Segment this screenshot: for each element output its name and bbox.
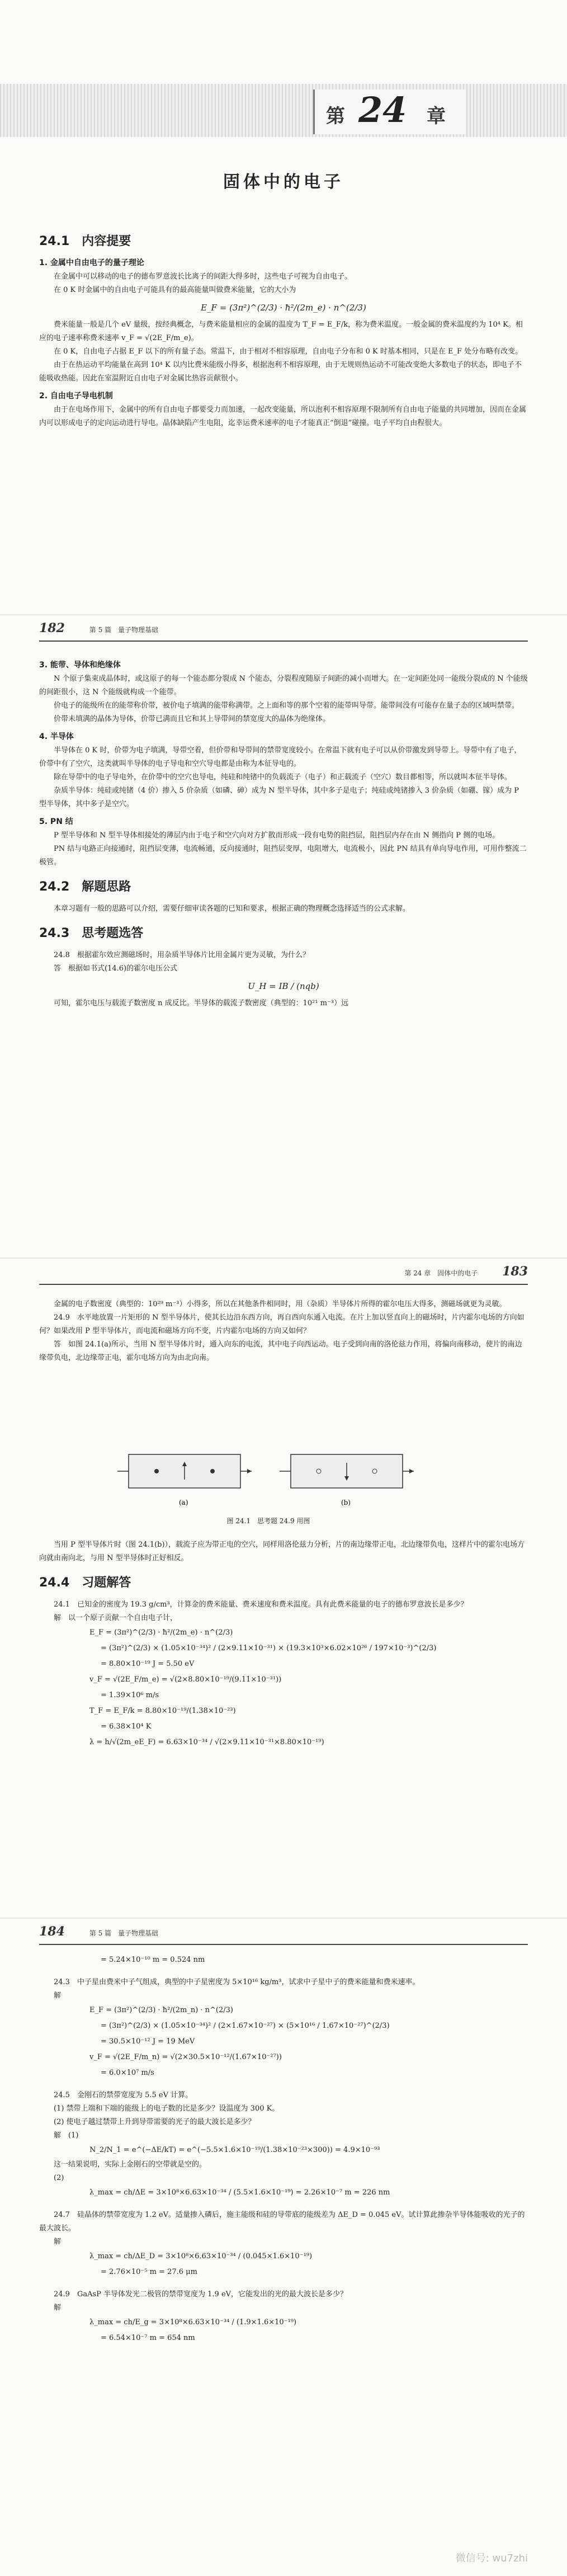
answer: 解 (54, 2238, 62, 2246)
figure-b (280, 1454, 414, 1506)
page-1-content (39, 224, 528, 430)
question: 24.7 硅晶体的禁带宽度为 1.2 eV。适量掺入磷后，施主能级和硅的导带底的能级差为 ΔE_D = 0.045 eV。试计算此掺杂半导体能吸收的光子的最大波长。 (39, 2211, 525, 2233)
figure-drawing (112, 1432, 425, 1510)
question: (1) 禁带上端和下端的能级上的电子数的比是多少？设温度为 300 K。 (54, 2104, 280, 2113)
page-3-content-bottom (39, 1538, 528, 1750)
math-line: = (3π²)^(2/3) × (1.05×10⁻³⁴)² / (2×1.67×10⁻²⁷) × (5×10¹⁶ / 1.67×10⁻²⁷)^(2/3) (101, 2022, 390, 2030)
question: 24.3 中子星由费米中子气组成，典型的中子星密度为 5×10¹⁶ kg/m³，试求中子星中子的费米能量和费米速率。 (54, 1978, 420, 1986)
math-line: = 6.38×10⁴ K (101, 1722, 152, 1731)
header-rule (39, 1944, 528, 1945)
math-line: T_F = E_F/k = 8.80×10⁻¹⁹/(1.38×10⁻²³) (89, 1707, 236, 1715)
math-line: = 6.54×10⁻⁷ m = 654 nm (101, 2334, 195, 2342)
math-line: = (3π²)^(2/3) × (1.05×10⁻³⁴)² / (2×9.11×10⁻³¹) × (19.3×10³×6.02×10²⁶ / 197×10⁻³)^(2/3) (101, 1644, 437, 1652)
page-4-content (39, 1952, 528, 2346)
answer: 解 (54, 2304, 62, 2312)
math-line: λ_max = ch/ΔE = 3×10⁸×6.63×10⁻³⁴ / (5.5×1.6×10⁻¹⁹) = 2.26×10⁻⁷ m = 226 nm (89, 2188, 390, 2197)
subsection-heading: 1. 金属中自由电子的量子理论 (39, 258, 144, 267)
equation: U_H = IB / (nqb) (248, 981, 319, 991)
page-2-content (39, 654, 528, 1010)
question: 24.8 根据霍尔效应测磁场时，用杂质半导体片比用金属片更为灵敏，为什么？ (54, 951, 310, 959)
answer: 答 如图 24.1(a)所示，当用 N 型半导体片时，通入向东的电流，其中电子向西运动。电子受到向南的洛伦兹力作用，将偏向南移动，使片的南边缘带负电，北边缘带正电，霍尔电场方向为由北向南。 (39, 1340, 522, 1362)
paragraph: 价电子的能级所在的能带称价带，被价电子填满的能带称满带。之上面和等的那个空着的能带叫导带。能带间没有可能存在量子态的区域叫禁带。 (54, 701, 519, 710)
math-line: = 1.39×10⁶ m/s (101, 1691, 159, 1699)
subsection-heading: 3. 能带、导体和绝缘体 (39, 661, 121, 670)
paragraph: 在 0 K，自由电子占据 E_F 以下的所有量子态。常温下，由于相对不相容原理，自由电子分布和 0 K 时基本相同，只是在 E_F 处分布略有改变。 (54, 347, 523, 356)
chapter-title: 固体中的电子 (223, 172, 344, 192)
page-4 (0, 1919, 567, 2576)
page-number: 184 (39, 1924, 65, 1939)
answer: 可知，霍尔电压与载流子数密度 n 成反比。半导体的载流子数密度（典型的：10²¹ m⁻³）远 (54, 999, 349, 1007)
figure-b-label: (b) (341, 1499, 351, 1506)
chapter-banner (0, 84, 567, 137)
equation: E_F = (3π²)^(2/3) · ħ²/(2m_e) · n^(2/3) (201, 303, 366, 313)
subsection-heading: 2. 自由电子导电机制 (39, 392, 113, 401)
math-line: = 2.76×10⁻⁵ m = 27.6 μm (101, 2268, 197, 2276)
math-line: E_F = (3π²)^(2/3) · ħ²/(2m_e) · n^(2/3) (89, 1628, 233, 1637)
figure-24-1 (112, 1432, 425, 1525)
paragraph: N 个原子集束成晶体时，或这原子的每一个能态都分裂成 N 个能态，分裂程度随原子间距的减小而增大。在一定间距处同一能级分裂成的 N 个能级的间距很小，这 N 个能级就构成一个能带。 (39, 675, 528, 696)
figure-caption: 图 24.1 思考题 24.9 用图 (226, 1517, 310, 1525)
answer: (2) (54, 2174, 64, 2182)
chapter-badge (313, 90, 466, 134)
math-line: λ_max = ch/E_g = 3×10⁸×6.63×10⁻³⁴ / (1.9×1.6×10⁻¹⁹) (89, 2318, 297, 2327)
figure-a (117, 1454, 252, 1506)
running-head-text: 第 24 章 固体中的电子 (404, 1269, 478, 1277)
page-number: 182 (39, 621, 65, 635)
math-line: = 6.0×10⁷ m/s (101, 2069, 154, 2077)
question: (2) 使电子越过禁带上升到导带需要的光子的最大波长是多少？ (54, 2118, 256, 2126)
answer: 解 (1) (54, 2131, 79, 2140)
running-header (404, 1264, 528, 1279)
math-line: = 8.80×10⁻¹⁹ J = 5.50 eV (101, 1660, 195, 1668)
paragraph: 由于在热运动平均能量在高到 10⁴ K 以内比费米能级小得多，根据泡利不相容原理，由于无规则热运动不可能改变绝大多数电子的状态，即电子不能吸收热能。因此在室温附近自由电子对金属比热容贡献很小。 (39, 361, 522, 383)
chapter-number: 24 (358, 90, 407, 130)
paragraph: 由于在电场作用下，金属中的所有自由电子都要受力而加速，一起改变能量，所以泡利不相容原理不限制所有自由电子能量的共同增加，因而在金属内可以形成电子的定向运动进行导电。晶体缺陷产生电阻，迄幸运费米速率的电子才能真正“倒退”碰撞。电子平均自由程很大。 (39, 406, 527, 427)
section-heading: 24.3 思考题选答 (39, 926, 144, 940)
paragraph: 杂质半导体：纯硅或纯锗（4 价）掺入 5 价杂质（如磷、砷）成为 N 型半导体，其中多子是电子；纯硅或纯锗掺入 3 价杂质（如硼、镓）成为 P 型半导体，其中多子是空穴。 (39, 787, 519, 808)
math-line: = 5.24×10⁻¹⁰ m = 0.524 nm (101, 1956, 205, 1964)
paragraph: P 型半导体和 N 型半导体相接处的薄层内由于电子和空穴向对方扩散而形成一段有电势的阻挡层，阻挡层内存在由 N 侧指向 P 侧的电场。 (54, 831, 500, 840)
page-1 (0, 0, 567, 615)
question: 24.1 已知金的密度为 19.3 g/cm³，计算金的费米能量、费米速度和费米温度。具有此费米能量的电子的德布罗意波长是多少？ (54, 1600, 468, 1609)
paragraph: 在金属中可以移动的电子的德布罗意波长比离子的间距大得多时，这些电子可视为自由电子。 (54, 272, 352, 281)
page-3-content-top (39, 1298, 528, 1365)
subsection-heading: 4. 半导体 (39, 732, 74, 741)
question: 24.9 GaAsP 半导体发光二极管的禁带宽度为 1.9 eV，它能发出的光的最大波长是多少？ (54, 2290, 348, 2299)
math-line: E_F = (3π²)^(2/3) · ħ²/(2m_n) · n^(2/3) (89, 2006, 233, 2014)
math-line: λ_max = ch/ΔE_D = 3×10⁸×6.63×10⁻³⁴ / (0.045×1.6×10⁻¹⁹) (89, 2252, 313, 2261)
page-3 (0, 1259, 567, 1919)
running-header (39, 621, 158, 635)
answer: 解 (54, 1991, 62, 2000)
running-head-text: 第 5 篇 量子物理基础 (89, 1929, 159, 1937)
subsection-heading: 5. PN 结 (39, 817, 73, 826)
answer: 金属的电子数密度（典型的：10²⁹ m⁻³）小得多，所以在其他条件相同时，用（杂质）半导体片所得的霍尔电压大得多，测磁场就更为灵敏。 (54, 1300, 507, 1308)
math-line: λ = h/√(2m_eE_F) = 6.63×10⁻³⁴ / √(2×9.11×10⁻³¹×8.80×10⁻¹⁹) (89, 1738, 324, 1746)
math-line: v_F = √(2E_F/m_e) = √(2×8.80×10⁻¹⁹/(9.11×10⁻³¹)) (89, 1675, 282, 1684)
math-line: = 30.5×10⁻¹² J = 19 MeV (101, 2037, 195, 2046)
header-rule (39, 641, 528, 642)
section-heading: 24.2 解题思路 (39, 880, 131, 894)
page-number: 183 (502, 1264, 528, 1279)
answer: 这一结果说明，实际上金刚石的空带就是空的。 (54, 2160, 207, 2169)
paragraph: PN 结与电路正向接通时，阻挡层变薄，电流畅通，反向接通时，阻挡层变厚，电阻增大，电流极小，因此 PN 结具有单向导电作用，可用作整流二极管。 (39, 845, 527, 866)
section-heading: 24.1 内容提要 (39, 234, 131, 248)
answer: 答 根据如书式(14.6)的霍尔电压公式 (54, 964, 178, 973)
paragraph: 除在导带中的电子导电外，在价带中的空穴也导电，纯硅和纯锗中的负载流子（电子）和正载流子（空穴）数目都相等，所以就叫本征半导体。 (54, 773, 512, 781)
math-line: N_2/N_1 = e^(−ΔE/kT) = e^(−5.5×1.6×10⁻¹⁹/(1.38×10⁻²³×300)) = 4.9×10⁻⁹³ (89, 2146, 380, 2154)
paragraph: 半导体在 0 K 时，价带为电子填满，导带空着，但价带和导带间的禁带宽度较小。在常温下就有电子可以从价带激发到导带上。导带中有了电子，价带中有了空穴，这类就叫半导体的电子导电和空穴导电都是由称为本征导电的。 (39, 746, 522, 768)
chapter-zhang: 章 (427, 105, 446, 128)
answer: 解 以一个原子贡献一个自由电子计， (54, 1614, 178, 1622)
paragraph: 价带未填满的晶体为导体，价带已满而且它和其上导带间的禁宽度大的晶体为绝缘体。 (54, 715, 330, 723)
page-2 (0, 615, 567, 1259)
wechat-watermark: 微信号: wu7zhi (455, 2553, 528, 2564)
running-header (39, 1924, 158, 1939)
paragraph: 本章习题有一般的思路可以介绍，需要仔细审读各题的已知和要求，根据正确的物理概念选择适当的公式求解。 (54, 905, 410, 913)
math-line: v_F = √(2E_F/m_n) = √(2×30.5×10⁻¹²/(1.67×10⁻²⁷)) (89, 2053, 282, 2061)
answer: 当用 P 型半导体片时（图 24.1(b)），载流子应为带正电的空穴，同样用洛伦兹力分析，片的南边缘带正电，北边缘带负电，这样片中的霍尔电场方向就由南向北，与用 N 型半导体时正好相反。 (39, 1541, 525, 1562)
paragraph: 费米能量一般是几个 eV 量级，按经典概念，与费米能量相应的金属的温度为 T_F = E_F/k，称为费米温度。一般金属的费米温度约为 10⁴ K。相应的电子速率称费米速率 v_F = √(2E_F/m_e)。 (39, 321, 523, 342)
header-rule (39, 1284, 528, 1285)
chapter-di: 第 (326, 105, 345, 128)
paragraph: 在 0 K 时金属中的自由电子可能具有的最高能量叫做费米能量，它的大小为 (54, 286, 296, 294)
section-heading: 24.4 习题解答 (39, 1576, 131, 1590)
question: 24.9 水平地放置一片矩形的 N 型半导体片，使其长边沿东西方向，再自西向东通入电流。在片上加以竖直向上的磁场时，片内霍尔电场的方向如何？如果改用 P 型半导体片，而电流和磁场方向不变，片内霍尔电场的方向又如何？ (39, 1313, 525, 1335)
question: 24.5 金刚石的禁带宽度为 5.5 eV 计算。 (54, 2091, 193, 2099)
running-head-text: 第 5 篇 量子物理基础 (89, 626, 159, 634)
figure-a-label: (a) (179, 1499, 188, 1506)
